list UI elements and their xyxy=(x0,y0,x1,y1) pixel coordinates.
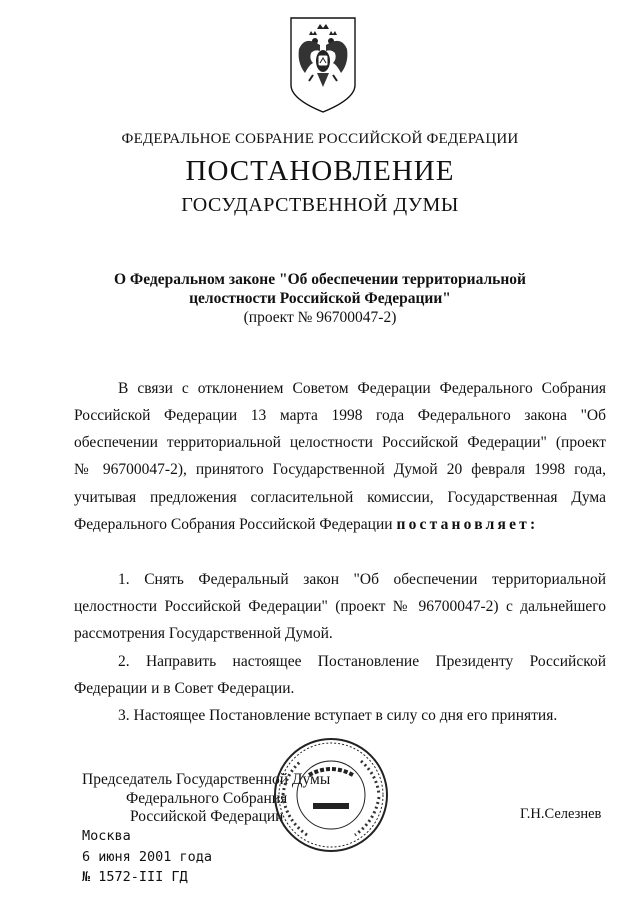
item-2-line: Федерации и в Совет Федерации. xyxy=(74,680,295,697)
preamble-line: Российской Федерации 13 марта 1998 года Федерального закона "Об xyxy=(74,407,606,424)
signatory-title-line-2: Федерального Собрания xyxy=(126,790,288,807)
signatory-title-line-3: Российской Федерации xyxy=(130,808,284,825)
document-type-subtitle: ГОСУДАРСТВЕННОЙ ДУМЫ xyxy=(181,194,459,216)
footer-city: Москва xyxy=(82,828,131,844)
signatory-title-line-1: Председатель Государственной Думы xyxy=(82,771,331,788)
preamble-line: № 96700047-2), принятого Государственной Думой 20 февраля 1998 года, xyxy=(74,461,606,478)
footer-number: № 1572-III ГД xyxy=(82,869,188,885)
official-stamp-icon xyxy=(271,735,391,855)
footer-date: 6 июня 2001 года xyxy=(82,849,213,865)
signatory-name: Г.Н.Селезнев xyxy=(520,806,602,822)
coat-of-arms-icon xyxy=(287,15,359,115)
item-1-line: рассмотрения Государственной Думой. xyxy=(74,625,333,642)
preamble-line: обеспечении территориальной целостности Российской Федерации" (проект xyxy=(74,434,606,451)
preamble-line: учитывая предложения согласительной комиссии, Государственная Дума xyxy=(74,489,606,506)
document-type-title: ПОСТАНОВЛЕНИЕ xyxy=(185,155,455,187)
preamble-line-text: Федерального Собрания Российской Федерации xyxy=(74,516,393,533)
decree-word: постановляет: xyxy=(396,516,539,533)
preamble-line xyxy=(74,516,606,534)
item-1-line: 1. Снять Федеральный закон "Об обеспечении территориальной xyxy=(118,571,606,588)
item-2-line: 2. Направить настоящее Постановление Президенту Российской xyxy=(118,653,606,670)
item-3-line: 3. Настоящее Постановление вступает в силу со дня его принятия. xyxy=(118,707,558,724)
item-1-line: целостности Российской Федерации" (проект № 96700047-2) с дальнейшего xyxy=(74,598,606,615)
preamble-line: В связи с отклонением Советом Федерации Федерального Собрания xyxy=(118,380,606,397)
subject-line-1: О Федеральном законе "Об обеспечении территориальной xyxy=(113,271,526,288)
subject-line-2: целостности Российской Федерации" xyxy=(189,290,451,307)
project-number: (проект № 96700047-2) xyxy=(243,309,397,326)
organization-title: ФЕДЕРАЛЬНОЕ СОБРАНИЕ РОССИЙСКОЙ ФЕДЕРАЦИИ xyxy=(121,131,519,147)
